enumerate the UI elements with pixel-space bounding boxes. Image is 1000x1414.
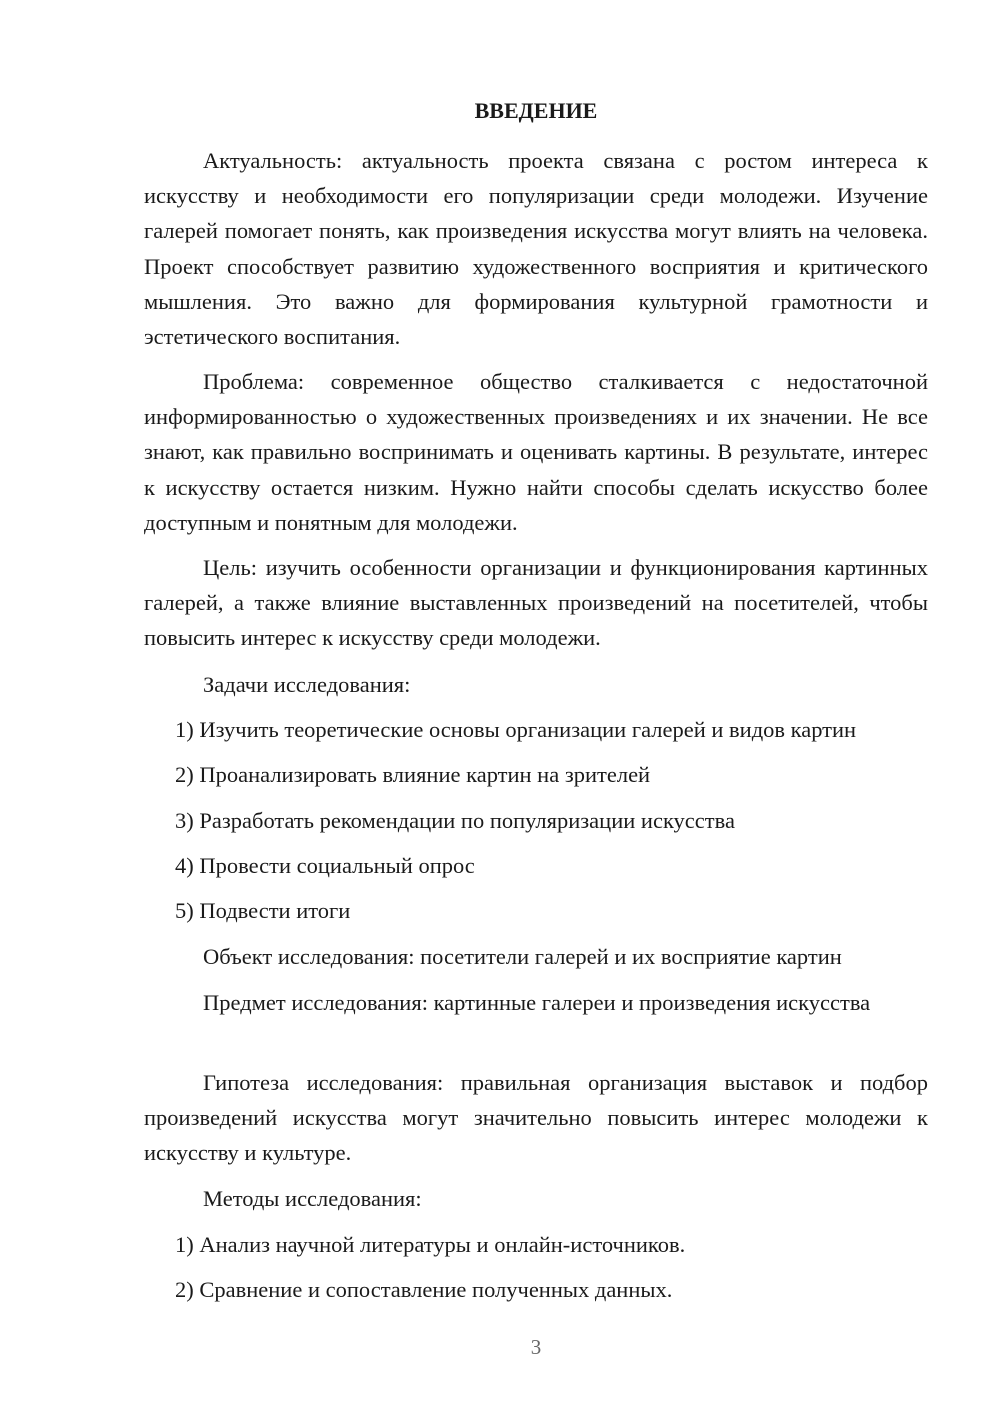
- tasks-heading: Задачи исследования:: [203, 672, 411, 697]
- method-item: 1) Анализ научной литературы и онлайн-источников.: [175, 1232, 686, 1257]
- hypothesis-paragraph: Гипотеза исследования: правильная организация выставок и подбор произведений искусства могут значительно повысить интерес молодежи к искусству и культуре.: [144, 1070, 928, 1166]
- method-item: 2) Сравнение и сопоставление полученных данных.: [175, 1277, 673, 1302]
- relevance-paragraph: Актуальность: актуальность проекта связана с ростом интереса к искусству и необходимости его популяризации среди молодежи. Изучение галерей помогает понять, как произведения искусства могут влиять на человека. Проект способствует развитию художественного восприятия и критического мышления. Это важно для формирования культурной грамотности и эстетического воспитания.: [144, 148, 928, 350]
- problem-paragraph: Проблема: современное общество сталкивается с недостаточной информированностью о художественных произведениях и их значении. Не все знают, как правильно воспринимать и оценивать картины. В результате, интерес к искусству остается низким. Нужно найти способы сделать искусство более доступным и понятным для молодежи.: [144, 369, 928, 535]
- goal-paragraph: Цель: изучить особенности организации и функционирования картинных галерей, а также влияние выставленных произведений на посетителей, чтобы повысить интерес к искусству среди молодежи.: [144, 555, 928, 651]
- object-statement: Объект исследования: посетители галерей и их восприятие картин: [203, 944, 842, 969]
- task-item: 5) Подвести итоги: [175, 898, 351, 923]
- page-number: 3: [530, 1335, 542, 1359]
- task-item: 1) Изучить теоретические основы организации галерей и видов картин: [175, 717, 857, 742]
- page-title: ВВЕДЕНИЕ: [474, 98, 598, 123]
- task-item: 2) Проанализировать влияние картин на зрителей: [175, 762, 651, 787]
- task-item: 4) Провести социальный опрос: [175, 853, 475, 878]
- task-item: 3) Разработать рекомендации по популяризации искусства: [175, 808, 735, 833]
- subject-paragraph: Предмет исследования: картинные галереи и произведения искусства: [203, 990, 871, 1015]
- methods-heading: Методы исследования:: [203, 1186, 422, 1211]
